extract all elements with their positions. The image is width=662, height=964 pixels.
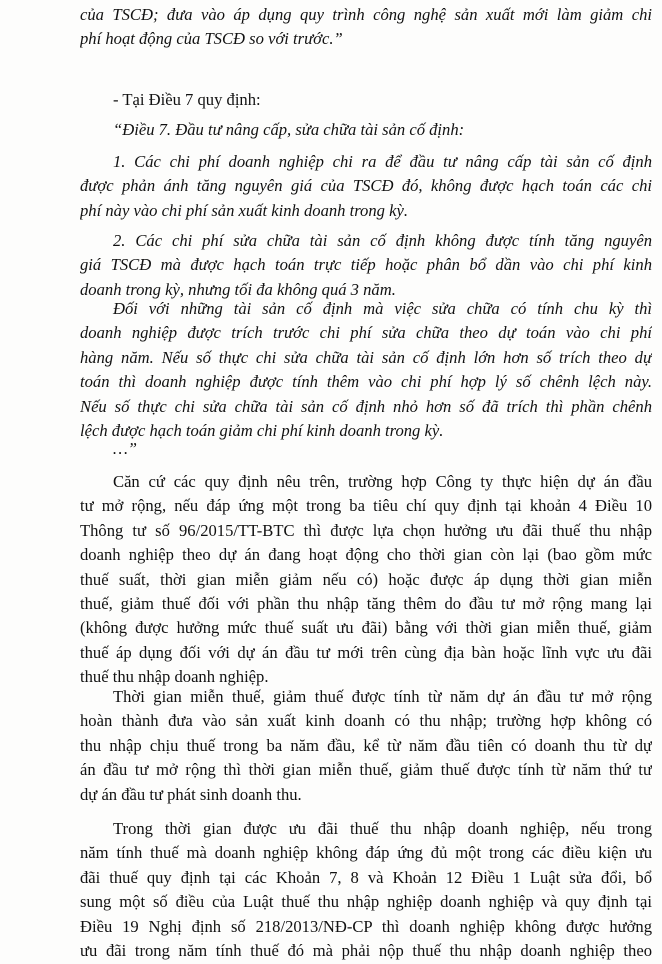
text-line: sung một số điều của Luật thuế thu nhập nghiệp doanh nghiệp và quy định tại xyxy=(80,892,652,912)
text-line: thuế suất, thời gian miễn giảm nếu có) hoặc được áp dụng thời gian miễn xyxy=(80,569,652,589)
text-line: doanh trong kỳ, nhưng tối đa không quá 3 năm. xyxy=(80,279,396,299)
text-line: Thông tư số 96/2015/TT-BTC thì được lựa chọn hưởng ưu đãi thuế thu nhập xyxy=(80,520,652,540)
article7-clause3 xyxy=(80,297,652,443)
text-line: - Tại Điều 7 quy định: xyxy=(113,90,261,109)
text-line: phí hoạt động của TSCĐ so với trước.” xyxy=(80,29,343,49)
text-line: giá TSCĐ mà được hạch toán trực tiếp hoặc phân bổ dần vào chi phí kinh xyxy=(80,255,652,275)
paragraph-3 xyxy=(80,817,652,963)
text-line: thu nhập chịu thuế trong ba năm đầu, kể từ năm đầu tiên có doanh thu từ dự xyxy=(80,735,652,755)
text-line: Thời gian miễn thuế, giảm thuế được tính từ năm dự án đầu tư mở rộng xyxy=(113,687,652,706)
text-line: được phản ánh tăng nguyên giá của TSCĐ đó, không được hạch toán các chi xyxy=(80,176,652,196)
text-line: doanh nghiệp theo dự án đang hoạt động cho thời gian còn lại (bao gồm mức xyxy=(80,545,652,565)
text-line: năm tính thuế mà doanh nghiệp không đáp ứng đủ một trong các điều kiện ưu xyxy=(80,843,652,863)
text-line: hàng năm. Nếu số thực chi sửa chữa tài sản cố định lớn hơn số trích theo dự xyxy=(80,347,652,367)
text-line: thuế, giảm thuế đối với phần thu nhập tăng thêm do đầu tư mở rộng mang lại xyxy=(80,594,652,614)
text-line: Trong thời gian được ưu đãi thuế thu nhập doanh nghiệp, nếu trong xyxy=(113,819,652,838)
paragraph-1 xyxy=(80,470,652,690)
text-line: …” xyxy=(113,439,137,458)
text-line: Nếu số thực chi sửa chữa tài sản cố định nhỏ hơn số đã trích thì phần chênh xyxy=(80,396,652,416)
text-line: thuế áp dụng đối với dự án đầu tư mới trên cùng địa bàn hoặc lĩnh vực ưu đãi xyxy=(80,642,652,662)
article7-clause2 xyxy=(80,229,652,302)
text-line: (không được hưởng mức thuế suất ưu đãi) bằng với thời gian miễn thuế, giảm xyxy=(80,618,652,638)
text-line: “Điều 7. Đầu tư nâng cấp, sửa chữa tài sản cố định: xyxy=(113,120,465,139)
text-line: doanh nghiệp được trích trước chi phí sửa chữa theo dự toán vào chi phí xyxy=(80,323,652,343)
text-line: của TSCĐ; đưa vào áp dụng quy trình công nghệ sản xuất mới làm giảm chi xyxy=(80,5,652,24)
text-line: lệch được hạch toán giảm chi phí kinh doanh trong kỳ. xyxy=(80,421,444,441)
quote-ellipsis xyxy=(113,437,213,461)
text-line: 2. Các chi phí sửa chữa tài sản cố định không được tính tăng nguyên xyxy=(113,231,652,250)
article7-title xyxy=(113,118,653,142)
text-line: 1. Các chi phí doanh nghiệp chi ra để đầu tư nâng cấp tài sản cố định xyxy=(113,152,652,171)
text-line: hoàn thành đưa vào sản xuất kinh doanh có thu nhập; trường hợp không có xyxy=(80,711,652,731)
text-line: Đối với những tài sản cố định mà việc sửa chữa có tính chu kỳ thì xyxy=(113,299,652,318)
text-line: Điều 19 Nghị định số 218/2013/NĐ-CP thì doanh nghiệp không được hưởng xyxy=(80,916,652,936)
article7-clause1 xyxy=(80,150,652,223)
text-line: toán thì doanh nghiệp được tính thêm vào chi phí hợp lý số chênh lệch này. xyxy=(80,372,652,392)
text-line: án đầu tư mở rộng thì thời gian miễn thuế, giảm thuế được tính từ năm thứ tư xyxy=(80,760,652,780)
article7-reference xyxy=(113,88,513,112)
text-line: đãi thuế quy định tại các Khoản 7, 8 và Khoản 12 Điều 1 Luật sửa đổi, bổ xyxy=(80,867,652,887)
paragraph-2 xyxy=(80,685,652,807)
text-line: phí này vào chi phí sản xuất kinh doanh trong kỳ. xyxy=(80,200,408,220)
quote-intro xyxy=(80,3,652,52)
text-line: dự án đầu tư phát sinh doanh thu. xyxy=(80,784,302,804)
text-line: ưu đãi trong năm tính thuế đó mà phải nộp thuế thu nhập doanh nghiệp theo xyxy=(80,941,652,961)
text-line: Căn cứ các quy định nêu trên, trường hợp Công ty thực hiện dự án đầu xyxy=(113,472,652,491)
text-line: thuế thu nhập doanh nghiệp. xyxy=(80,667,269,687)
text-line: tư mở rộng, nếu đáp ứng một trong ba tiêu chí quy định tại khoản 4 Điều 10 xyxy=(80,496,652,516)
